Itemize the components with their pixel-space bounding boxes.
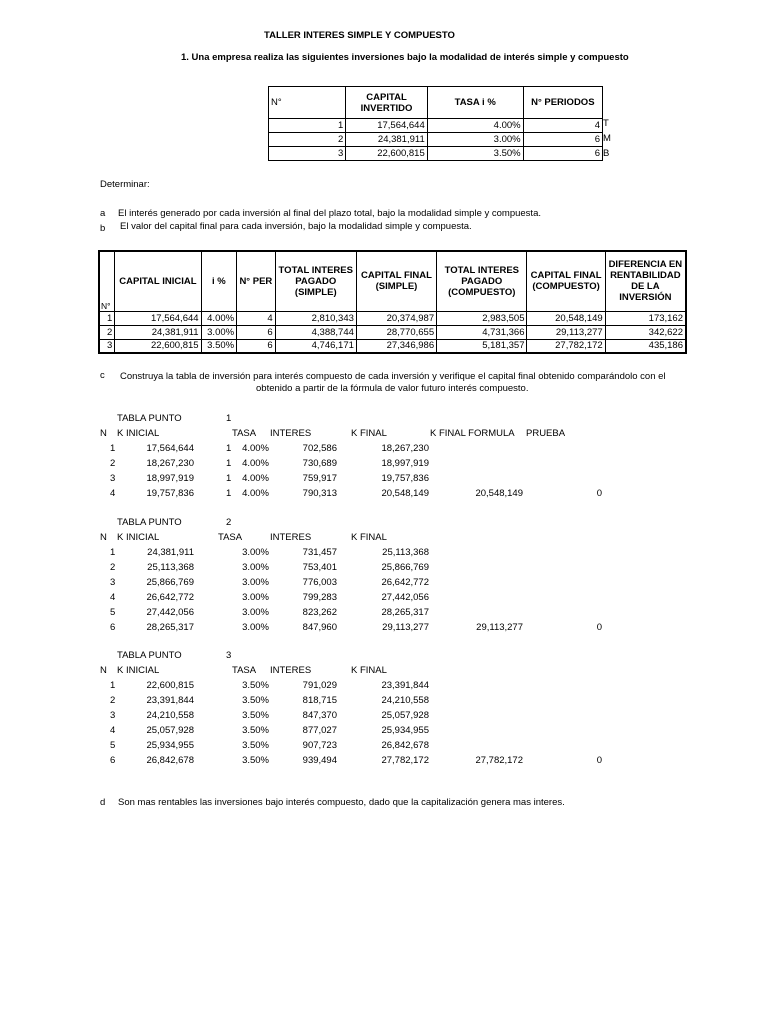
table-row bbox=[99, 311, 686, 325]
cell-kfinal: 28,265,317 bbox=[381, 607, 429, 618]
cell-interes: 907,723 bbox=[302, 740, 337, 751]
header-diferencia: DIFERENCIA EN RENTABILIDAD DE LA INVERSIÓN bbox=[605, 251, 686, 311]
cell-kfinal: 29,113,277 bbox=[382, 622, 429, 633]
table-row bbox=[99, 590, 639, 605]
tabla-punto-label: TABLA PUNTO bbox=[117, 413, 182, 424]
header-capital: CAPITAL INVERTIDO bbox=[346, 87, 427, 119]
cell-n: 4 bbox=[110, 488, 116, 499]
cell-k: 28,265,317 bbox=[146, 622, 194, 633]
table-row bbox=[269, 147, 603, 161]
cell-k: 25,866,769 bbox=[146, 577, 194, 588]
cell-p: 1 bbox=[226, 473, 232, 484]
results-table bbox=[98, 250, 687, 354]
cell-kfinal: 27,442,056 bbox=[381, 592, 429, 603]
cell-n: 4 bbox=[110, 592, 116, 603]
header-int-simple: TOTAL INTERES PAGADO (SIMPLE) bbox=[275, 251, 356, 311]
side-label: T bbox=[603, 118, 609, 129]
cell-kfinal: 26,642,772 bbox=[381, 577, 429, 588]
cell-interes: 731,457 bbox=[302, 547, 337, 558]
cell-kfinal: 20,548,149 bbox=[381, 488, 429, 499]
col-interes: INTERES bbox=[270, 428, 312, 439]
table-row bbox=[269, 119, 603, 133]
col-tasa: TASA bbox=[218, 532, 243, 543]
cell-tasa: 3.50% bbox=[242, 710, 269, 721]
tabla-punto-num: 1 bbox=[226, 413, 232, 424]
table-row bbox=[99, 456, 639, 471]
table-row bbox=[99, 723, 639, 738]
cell-tasa: 3.00% bbox=[242, 547, 269, 558]
cell-tasa: 3.00% bbox=[242, 577, 269, 588]
table-row bbox=[99, 575, 639, 590]
cell-per: 6 bbox=[237, 339, 276, 353]
cell-periodos: 6 bbox=[523, 133, 602, 147]
tabla-punto-label: TABLA PUNTO bbox=[117, 517, 182, 528]
cell-interes: 847,960 bbox=[302, 622, 337, 633]
cell-k: 17,564,644 bbox=[146, 443, 194, 454]
cell-tasa: 4.00% bbox=[242, 473, 269, 484]
cell-interes: 702,586 bbox=[302, 443, 337, 454]
header-n: N° bbox=[99, 251, 115, 311]
cell-interes: 730,689 bbox=[302, 458, 337, 469]
cell-int-c: 2,983,505 bbox=[437, 311, 527, 325]
cell-n: 6 bbox=[110, 755, 116, 766]
cell-k: 26,842,678 bbox=[146, 755, 194, 766]
header-cf-simple: CAPITAL FINAL (SIMPLE) bbox=[356, 251, 436, 311]
cell-formula: 20,548,149 bbox=[475, 488, 523, 499]
cell-n: 1 bbox=[110, 547, 116, 558]
tabla-punto-1 bbox=[99, 411, 639, 511]
col-k-final: K FINAL bbox=[351, 532, 387, 543]
cell-capital: 24,381,911 bbox=[346, 133, 427, 147]
col-tasa: TASA bbox=[232, 665, 257, 676]
cell-interes: 759,917 bbox=[302, 473, 337, 484]
item-letter: b bbox=[100, 223, 106, 234]
cell-kfinal: 27,782,172 bbox=[381, 755, 429, 766]
cell-kfinal: 25,057,928 bbox=[381, 710, 429, 721]
tabla-punto-label: TABLA PUNTO bbox=[117, 650, 182, 661]
cell-i: 3.00% bbox=[201, 325, 237, 339]
cell-n: 2 bbox=[110, 458, 116, 469]
cell-kfinal: 18,997,919 bbox=[381, 458, 429, 469]
item-letter: d bbox=[100, 797, 106, 808]
header-tasa: TASA i % bbox=[427, 87, 523, 119]
cell-n: 5 bbox=[110, 607, 116, 618]
cell-kfinal: 25,866,769 bbox=[381, 562, 429, 573]
item-letter: a bbox=[100, 208, 106, 219]
cell-capital: 22,600,815 bbox=[346, 147, 427, 161]
cell-n: 5 bbox=[110, 740, 116, 751]
cell-dif: 342,622 bbox=[605, 325, 686, 339]
cell-kfinal: 26,842,678 bbox=[381, 740, 429, 751]
cell-n: 3 bbox=[110, 473, 116, 484]
cell-n: 2 bbox=[99, 325, 115, 339]
tabla-punto-2 bbox=[99, 515, 639, 635]
header-i: i % bbox=[201, 251, 237, 311]
table-row bbox=[99, 738, 639, 753]
col-prueba: PRUEBA bbox=[526, 428, 566, 439]
cell-p: 1 bbox=[226, 443, 232, 454]
cell-int-s: 2,810,343 bbox=[275, 311, 356, 325]
cell-k: 25,934,955 bbox=[146, 740, 194, 751]
tabla-punto-num: 3 bbox=[226, 650, 232, 661]
cell-prueba: 0 bbox=[596, 622, 602, 633]
cell-cf-s: 27,346,986 bbox=[356, 339, 436, 353]
cell-tasa: 3.50% bbox=[427, 147, 523, 161]
cell-per: 6 bbox=[237, 325, 276, 339]
cell-cap: 22,600,815 bbox=[115, 339, 201, 353]
cell-interes: 790,313 bbox=[302, 488, 337, 499]
cell-cf-s: 20,374,987 bbox=[356, 311, 436, 325]
side-label: B bbox=[603, 148, 610, 159]
determinar-label: Determinar: bbox=[100, 179, 150, 190]
cell-dif: 173,162 bbox=[605, 311, 686, 325]
cell-per: 4 bbox=[237, 311, 276, 325]
cell-n: 3 bbox=[110, 577, 116, 588]
cell-k: 23,391,844 bbox=[146, 695, 194, 706]
cell-kfinal: 18,267,230 bbox=[381, 443, 429, 454]
table-row bbox=[99, 486, 639, 501]
cell-interes: 776,003 bbox=[302, 577, 337, 588]
cell-kfinal: 25,113,368 bbox=[382, 547, 429, 558]
col-n: N bbox=[100, 665, 107, 676]
cell-dif: 435,186 bbox=[605, 339, 686, 353]
table-row bbox=[99, 471, 639, 486]
cell-k: 24,210,558 bbox=[146, 710, 194, 721]
table-row bbox=[99, 678, 639, 693]
cell-interes: 847,370 bbox=[302, 710, 337, 721]
cell-tasa: 3.00% bbox=[242, 622, 269, 633]
header-periodos: N° PERIODOS bbox=[523, 87, 602, 119]
cell-interes: 818,715 bbox=[302, 695, 337, 706]
item-d-text: Son mas rentables las inversiones bajo interés compuesto, dado que la capitalización genera mas interes. bbox=[118, 797, 565, 808]
header-int-compuesto: TOTAL INTERES PAGADO (COMPUESTO) bbox=[437, 251, 527, 311]
item-a-text: El interés generado por cada inversión al final del plazo total, bajo la modalidad simple y compuesta. bbox=[118, 208, 541, 219]
cell-kfinal: 25,934,955 bbox=[381, 725, 429, 736]
cell-cf-c: 29,113,277 bbox=[527, 325, 605, 339]
cell-n: 2 bbox=[269, 133, 346, 147]
cell-int-s: 4,388,744 bbox=[275, 325, 356, 339]
cell-prueba: 0 bbox=[596, 755, 602, 766]
cell-p: 1 bbox=[226, 458, 232, 469]
cell-cf-c: 20,548,149 bbox=[527, 311, 605, 325]
cell-capital: 17,564,644 bbox=[346, 119, 427, 133]
cell-tasa: 3.50% bbox=[242, 740, 269, 751]
cell-tasa: 3.50% bbox=[242, 755, 269, 766]
col-n: N bbox=[100, 532, 107, 543]
cell-tasa: 3.00% bbox=[242, 562, 269, 573]
cell-n: 3 bbox=[269, 147, 346, 161]
table-row bbox=[99, 620, 639, 635]
header-nper: N° PER bbox=[237, 251, 276, 311]
col-k-inicial: K INICIAL bbox=[117, 428, 160, 439]
col-tasa: TASA bbox=[232, 428, 257, 439]
cell-tasa: 3.00% bbox=[242, 607, 269, 618]
cell-periodos: 4 bbox=[523, 119, 602, 133]
side-label: M bbox=[603, 133, 611, 144]
table-row bbox=[99, 605, 639, 620]
cell-interes: 791,029 bbox=[302, 680, 337, 691]
col-k-final-formula: K FINAL FORMULA bbox=[430, 428, 515, 439]
col-k-inicial: K INICIAL bbox=[117, 532, 160, 543]
cell-tasa: 4.00% bbox=[242, 443, 269, 454]
cell-int-c: 4,731,366 bbox=[437, 325, 527, 339]
cell-formula: 27,782,172 bbox=[475, 755, 523, 766]
cell-tasa: 3.50% bbox=[242, 680, 269, 691]
header-n: N° bbox=[269, 87, 346, 119]
question-1: 1. Una empresa realiza las siguientes inversiones bajo la modalidad de interés simple y compuesto bbox=[181, 52, 629, 63]
header-cf-compuesto: CAPITAL FINAL (COMPUESTO) bbox=[527, 251, 605, 311]
item-c-text-1: Construya la tabla de inversión para interés compuesto de cada inversión y verifique el capital final obtenido comparándolo con el bbox=[120, 371, 666, 382]
tabla-punto-num: 2 bbox=[226, 517, 232, 528]
cell-n: 2 bbox=[110, 562, 116, 573]
cell-formula: 29,113,277 bbox=[476, 622, 523, 633]
investments-table bbox=[268, 86, 603, 161]
cell-kfinal: 24,210,558 bbox=[381, 695, 429, 706]
table-row bbox=[99, 753, 639, 768]
table-row bbox=[99, 693, 639, 708]
table-row bbox=[99, 339, 686, 353]
cell-tasa: 3.50% bbox=[242, 695, 269, 706]
table-row bbox=[99, 560, 639, 575]
cell-kfinal: 19,757,836 bbox=[381, 473, 429, 484]
page-title: TALLER INTERES SIMPLE Y COMPUESTO bbox=[264, 30, 455, 41]
cell-k: 18,267,230 bbox=[146, 458, 194, 469]
col-k-final: K FINAL bbox=[351, 665, 387, 676]
cell-prueba: 0 bbox=[596, 488, 602, 499]
cell-n: 2 bbox=[110, 695, 116, 706]
cell-tasa: 3.00% bbox=[427, 133, 523, 147]
cell-kfinal: 23,391,844 bbox=[381, 680, 429, 691]
cell-k: 24,381,911 bbox=[147, 547, 194, 558]
col-interes: INTERES bbox=[270, 665, 312, 676]
item-b-text: El valor del capital final para cada inversión, bajo la modalidad simple y compuesta. bbox=[120, 221, 472, 232]
cell-interes: 753,401 bbox=[302, 562, 337, 573]
col-k-inicial: K INICIAL bbox=[117, 665, 160, 676]
cell-interes: 877,027 bbox=[302, 725, 337, 736]
cell-n: 1 bbox=[269, 119, 346, 133]
table-row bbox=[99, 441, 639, 456]
cell-k: 27,442,056 bbox=[146, 607, 194, 618]
cell-k: 18,997,919 bbox=[146, 473, 194, 484]
cell-n: 3 bbox=[110, 710, 116, 721]
cell-p: 1 bbox=[226, 488, 232, 499]
col-k-final: K FINAL bbox=[351, 428, 387, 439]
cell-interes: 799,283 bbox=[302, 592, 337, 603]
cell-cf-c: 27,782,172 bbox=[527, 339, 605, 353]
cell-n: 1 bbox=[99, 311, 115, 325]
cell-k: 26,642,772 bbox=[146, 592, 194, 603]
item-c-text-2: obtenido a partir de la fórmula de valor futuro interés compuesto. bbox=[256, 383, 529, 394]
tabla-punto-3 bbox=[99, 648, 639, 768]
cell-k: 19,757,836 bbox=[146, 488, 194, 499]
cell-int-c: 5,181,357 bbox=[437, 339, 527, 353]
cell-n: 6 bbox=[110, 622, 116, 633]
table-row bbox=[99, 545, 639, 560]
cell-i: 3.50% bbox=[201, 339, 237, 353]
cell-n: 1 bbox=[110, 680, 116, 691]
header-capital-inicial: CAPITAL INICIAL bbox=[115, 251, 201, 311]
cell-k: 22,600,815 bbox=[146, 680, 194, 691]
cell-cf-s: 28,770,655 bbox=[356, 325, 436, 339]
cell-k: 25,113,368 bbox=[147, 562, 194, 573]
cell-tasa: 4.00% bbox=[427, 119, 523, 133]
cell-n: 3 bbox=[99, 339, 115, 353]
cell-tasa: 4.00% bbox=[242, 458, 269, 469]
item-letter: c bbox=[100, 370, 105, 381]
cell-interes: 939,494 bbox=[302, 755, 337, 766]
cell-tasa: 3.50% bbox=[242, 725, 269, 736]
cell-i: 4.00% bbox=[201, 311, 237, 325]
cell-interes: 823,262 bbox=[302, 607, 337, 618]
col-n: N bbox=[100, 428, 107, 439]
table-row bbox=[99, 708, 639, 723]
table-row bbox=[269, 133, 603, 147]
cell-int-s: 4,746,171 bbox=[275, 339, 356, 353]
cell-tasa: 3.00% bbox=[242, 592, 269, 603]
cell-n: 4 bbox=[110, 725, 116, 736]
col-interes: INTERES bbox=[270, 532, 312, 543]
cell-tasa: 4.00% bbox=[242, 488, 269, 499]
cell-cap: 24,381,911 bbox=[115, 325, 201, 339]
table-row bbox=[99, 325, 686, 339]
cell-periodos: 6 bbox=[523, 147, 602, 161]
cell-n: 1 bbox=[110, 443, 116, 454]
cell-k: 25,057,928 bbox=[146, 725, 194, 736]
cell-cap: 17,564,644 bbox=[115, 311, 201, 325]
